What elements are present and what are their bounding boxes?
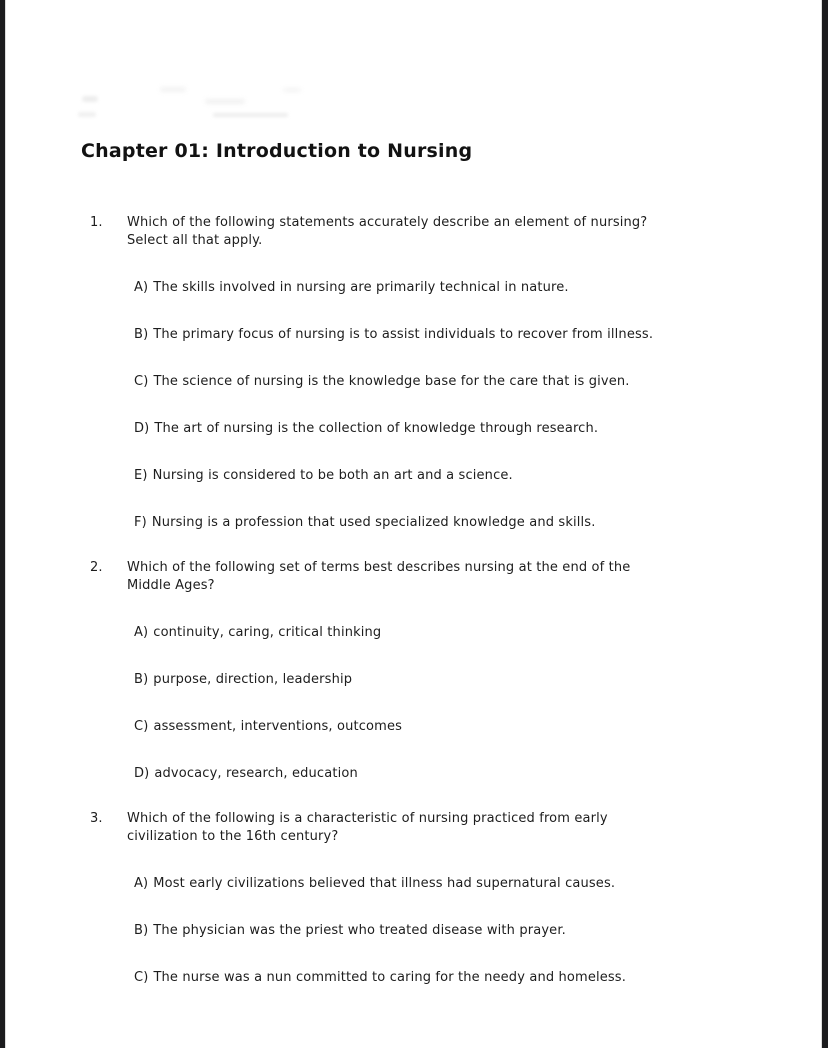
option-text: purpose, direction, leadership (153, 672, 353, 687)
answer-option (134, 718, 828, 735)
answer-option (134, 624, 828, 641)
question-number: 3. (90, 811, 103, 826)
option-label: A) (134, 876, 149, 891)
option-text: The physician was the priest who treated disease with prayer. (153, 923, 566, 938)
answer-option (134, 765, 828, 782)
question-text (127, 214, 647, 249)
answer-option (134, 420, 828, 437)
question-line: civilization to the 16th century? (127, 828, 339, 844)
question-block (0, 810, 828, 986)
option-label: B) (134, 923, 149, 938)
question-number: 2. (90, 560, 103, 575)
answer-option (134, 671, 828, 688)
option-label: B) (134, 672, 149, 687)
option-text: The art of nursing is the collection of knowledge through research. (154, 421, 599, 436)
option-text: Nursing is a profession that used specialized knowledge and skills. (151, 515, 596, 530)
option-text: The nurse was a nun committed to caring for the needy and homeless. (153, 970, 627, 985)
question-text (127, 559, 630, 594)
answer-option (134, 969, 828, 986)
question-line: Which of the following set of terms best describes nursing at the end of the (127, 560, 631, 575)
question-block (0, 214, 828, 531)
option-text: The primary focus of nursing is to assist individuals to recover from illness. (153, 327, 654, 342)
option-label: B) (134, 327, 149, 342)
question-block (0, 559, 828, 782)
answer-option (134, 326, 828, 343)
option-label: C) (134, 970, 149, 985)
option-label: C) (134, 719, 149, 734)
question-row (90, 559, 828, 594)
option-label: E) (134, 468, 148, 483)
answer-option (134, 875, 828, 892)
option-label: A) (134, 280, 149, 295)
option-text: Nursing is considered to be both an art and a science. (152, 468, 513, 483)
option-label: C) (134, 374, 149, 389)
option-label: D) (134, 421, 150, 436)
question-line: Middle Ages? (127, 577, 215, 593)
option-list (0, 875, 828, 986)
option-text: The skills involved in nursing are primarily technical in nature. (153, 280, 569, 295)
page-title: Chapter 01: Introduction to Nursing (81, 139, 473, 162)
answer-option (134, 467, 828, 484)
question-line: Select all that apply. (127, 232, 263, 248)
question-line: Which of the following statements accurately describe an element of nursing? (127, 215, 648, 230)
option-label: F) (134, 515, 147, 530)
answer-option (134, 922, 828, 939)
option-label: A) (134, 625, 149, 640)
answer-option (134, 373, 828, 390)
option-list (0, 279, 828, 531)
question-row (90, 214, 828, 249)
option-text: continuity, caring, critical thinking (153, 625, 382, 640)
option-text: The science of nursing is the knowledge base for the care that is given. (153, 374, 630, 389)
answer-option (134, 279, 828, 296)
option-label: D) (134, 766, 150, 781)
option-list (0, 624, 828, 782)
question-row (90, 810, 828, 845)
question-line: Which of the following is a characteristic of nursing practiced from early (127, 811, 608, 826)
option-text: Most early civilizations believed that illness had supernatural causes. (153, 876, 616, 891)
question-number: 1. (90, 215, 103, 230)
answer-option (134, 514, 828, 531)
question-text (127, 810, 608, 845)
option-text: assessment, interventions, outcomes (153, 719, 403, 734)
option-text: advocacy, research, education (154, 766, 358, 781)
